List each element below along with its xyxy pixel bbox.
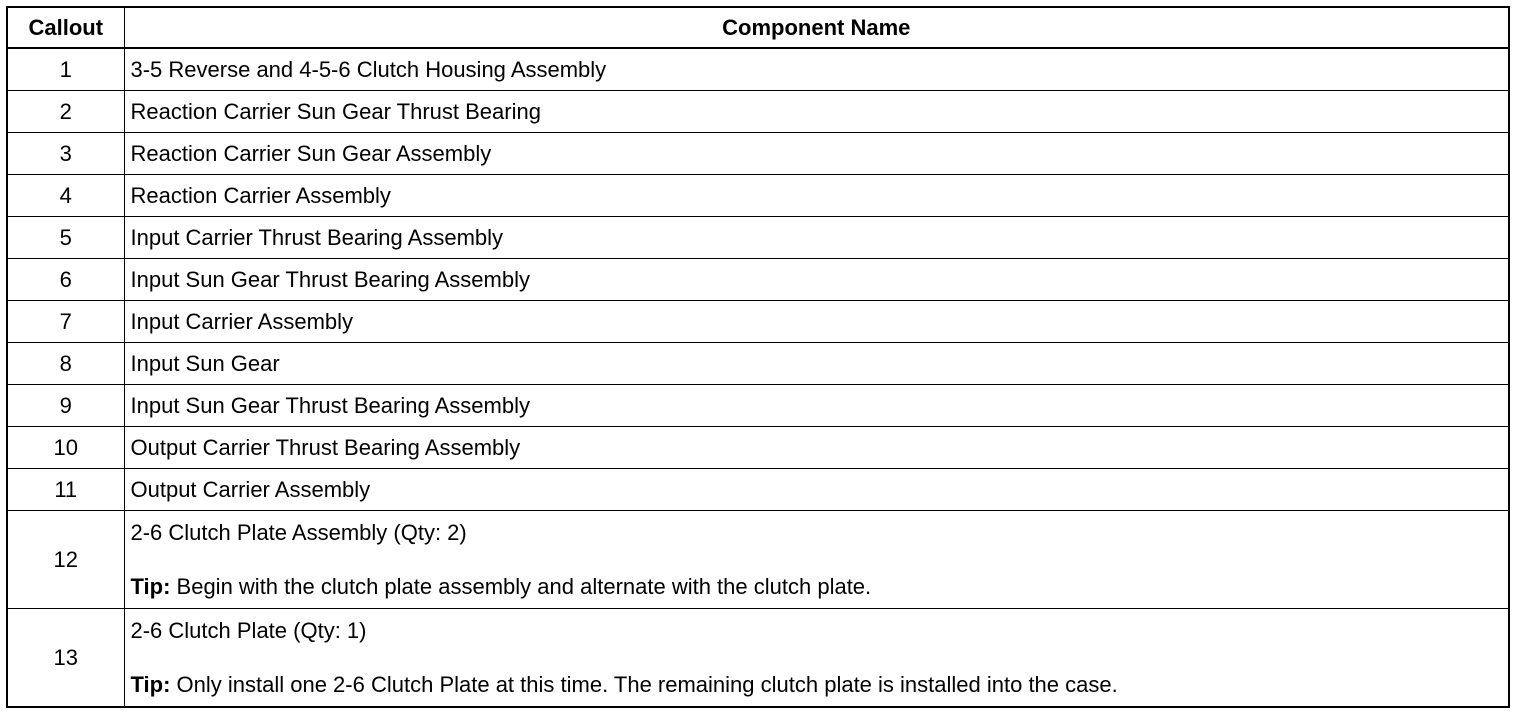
- component-name-cell: Output Carrier Assembly: [124, 469, 1509, 511]
- component-name-cell: Reaction Carrier Sun Gear Thrust Bearing: [124, 91, 1509, 133]
- callout-cell: 9: [7, 385, 124, 427]
- component-name-cell: Input Sun Gear: [124, 343, 1509, 385]
- table-row: [7, 217, 1509, 259]
- table-row: [7, 91, 1509, 133]
- component-table: [6, 6, 1510, 708]
- callout-cell: 11: [7, 469, 124, 511]
- table-row: [7, 469, 1509, 511]
- table-row: [7, 259, 1509, 301]
- component-name-cell: Input Sun Gear Thrust Bearing Assembly: [124, 259, 1509, 301]
- tip-note: [131, 672, 1509, 698]
- table-row: [7, 343, 1509, 385]
- callout-cell: 10: [7, 427, 124, 469]
- callout-cell: 2: [7, 91, 124, 133]
- table-row: [7, 301, 1509, 343]
- callout-cell: 3: [7, 133, 124, 175]
- callout-cell: 5: [7, 217, 124, 259]
- tip-label: Tip:: [130, 574, 171, 599]
- component-name-cell: Input Sun Gear Thrust Bearing Assembly: [124, 385, 1509, 427]
- callout-cell: 1: [7, 48, 124, 91]
- component-table-container: [6, 6, 1508, 708]
- table-row: [7, 133, 1509, 175]
- callout-cell: 13: [7, 609, 124, 708]
- component-name-cell: Output Carrier Thrust Bearing Assembly: [124, 427, 1509, 469]
- callout-cell: 8: [7, 343, 124, 385]
- component-name-cell: 3-5 Reverse and 4-5-6 Clutch Housing Assembly: [124, 48, 1509, 91]
- table-row: [7, 385, 1509, 427]
- callout-cell: 4: [7, 175, 124, 217]
- table-row: [7, 609, 1509, 708]
- component-name-cell: [124, 609, 1509, 708]
- callout-column-header: Callout: [7, 7, 124, 48]
- tip-label: Tip:: [130, 672, 171, 697]
- table-row: [7, 511, 1509, 609]
- table-row: [7, 48, 1509, 91]
- component-name-text: 2-6 Clutch Plate Assembly (Qty: 2): [130, 520, 467, 545]
- callout-cell: 7: [7, 301, 124, 343]
- tip-text: Begin with the clutch plate assembly and alternate with the clutch plate.: [170, 574, 872, 599]
- table-header-row: [7, 7, 1509, 48]
- component-name-cell: Reaction Carrier Assembly: [124, 175, 1509, 217]
- tip-text: Only install one 2-6 Clutch Plate at this time. The remaining clutch plate is installed into the case.: [170, 672, 1118, 697]
- table-row: [7, 175, 1509, 217]
- component-name-column-header: Component Name: [124, 7, 1509, 48]
- callout-cell: 12: [7, 511, 124, 609]
- component-name-cell: [124, 511, 1509, 609]
- tip-note: [131, 574, 1509, 600]
- component-name-cell: Input Carrier Thrust Bearing Assembly: [124, 217, 1509, 259]
- component-name-text: 2-6 Clutch Plate (Qty: 1): [130, 618, 367, 643]
- callout-cell: 6: [7, 259, 124, 301]
- component-name-cell: Input Carrier Assembly: [124, 301, 1509, 343]
- component-name-cell: Reaction Carrier Sun Gear Assembly: [124, 133, 1509, 175]
- table-row: [7, 427, 1509, 469]
